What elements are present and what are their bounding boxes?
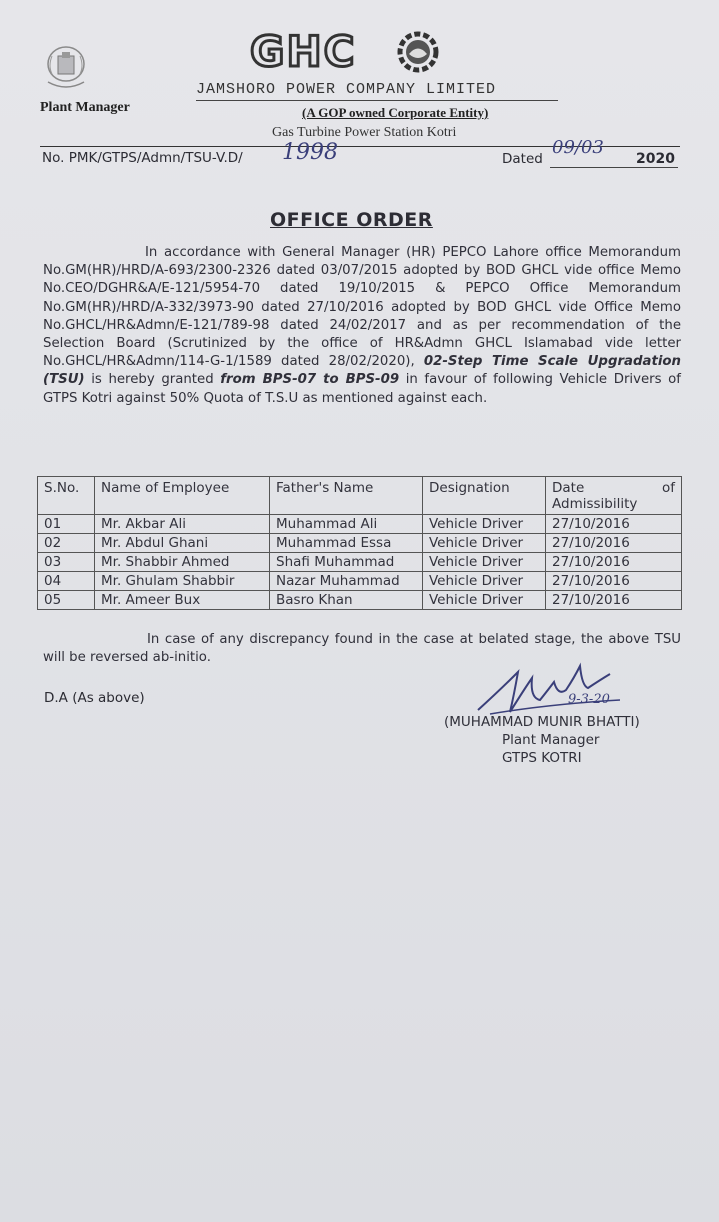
cell-father: Shafi Muhammad xyxy=(270,553,423,572)
divider xyxy=(196,100,558,101)
col-date-w2: of xyxy=(661,480,675,496)
cell-sno: 05 xyxy=(38,591,95,610)
da-note: D.A (As above) xyxy=(44,690,145,706)
ghc-logo xyxy=(250,26,460,78)
table-row xyxy=(38,553,682,572)
cell-date: 27/10/2016 xyxy=(546,553,682,572)
office-label: Plant Manager xyxy=(40,100,130,115)
cell-father: Muhammad Ali xyxy=(270,515,423,534)
page-title: OFFICE ORDER xyxy=(270,209,433,231)
table-row xyxy=(38,515,682,534)
reference-handwritten: 1998 xyxy=(282,140,338,165)
cell-designation: Vehicle Driver xyxy=(423,553,546,572)
cell-designation: Vehicle Driver xyxy=(423,591,546,610)
emblem-icon xyxy=(42,44,90,96)
cell-sno: 01 xyxy=(38,515,95,534)
table-row xyxy=(38,591,682,610)
cell-designation: Vehicle Driver xyxy=(423,534,546,553)
table-row xyxy=(38,572,682,591)
reference-number: No. PMK/GTPS/Admn/TSU-V.D/ xyxy=(42,150,243,166)
cell-name: Mr. Ameer Bux xyxy=(95,591,270,610)
cell-father: Muhammad Essa xyxy=(270,534,423,553)
cell-name: Mr. Akbar Ali xyxy=(95,515,270,534)
para1-end: in favour of following Vehicle Drivers of GTPS Kotri against 50% Quota of T.S.U as mentioned against each. xyxy=(43,372,681,406)
col-sno: S.No. xyxy=(38,477,95,515)
cell-designation: Vehicle Driver xyxy=(423,515,546,534)
col-designation: Designation xyxy=(423,477,546,515)
cell-designation: Vehicle Driver xyxy=(423,572,546,591)
cell-date: 27/10/2016 xyxy=(546,591,682,610)
signatory-title: Plant Manager xyxy=(502,732,600,748)
table-header-row xyxy=(38,477,682,515)
station-name: Gas Turbine Power Station Kotri xyxy=(272,125,457,140)
cell-sno: 02 xyxy=(38,534,95,553)
table-row xyxy=(38,534,682,553)
dated-handwritten: 09/03 xyxy=(552,137,604,158)
logo-text: GHC xyxy=(250,27,357,76)
order-paragraph xyxy=(43,244,681,408)
col-date xyxy=(546,477,682,515)
cell-date: 27/10/2016 xyxy=(546,515,682,534)
handwritten-signature xyxy=(470,660,630,720)
signatory-name: (MUHAMMAD MUNIR BHATTI) xyxy=(444,714,640,730)
employee-table xyxy=(37,476,682,610)
signature-date: 9-3-20 xyxy=(568,692,610,707)
cell-date: 27/10/2016 xyxy=(546,534,682,553)
cell-name: Mr. Shabbir Ahmed xyxy=(95,553,270,572)
cell-name: Mr. Ghulam Shabbir xyxy=(95,572,270,591)
cell-sno: 03 xyxy=(38,553,95,572)
entity-subtitle: (A GOP owned Corporate Entity) xyxy=(302,105,489,120)
dated-year: 2020 xyxy=(636,151,675,167)
cell-name: Mr. Abdul Ghani xyxy=(95,534,270,553)
cell-date: 27/10/2016 xyxy=(546,572,682,591)
company-name: JAMSHORO POWER COMPANY LIMITED xyxy=(196,81,497,98)
dated-label: Dated xyxy=(502,151,543,167)
signatory-block xyxy=(444,713,640,767)
col-name: Name of Employee xyxy=(95,477,270,515)
cell-father: Basro Khan xyxy=(270,591,423,610)
dated-underline xyxy=(550,167,678,168)
signatory-place: GTPS KOTRI xyxy=(502,750,582,766)
col-father: Father's Name xyxy=(270,477,423,515)
col-date-w1: Date xyxy=(552,480,585,496)
col-date-w3: Admissibility xyxy=(552,496,638,512)
para1-text: In accordance with General Manager (HR) PEPCO Lahore office Memorandum No.GM(HR)/HRD/A-693/2300-2326 dated 03/07/2015 adopted by BOD GHCL vide office Memo No.CEO/DGHR&A/E-121/5954-70 dated 19/10/2015 & PEPCO Office Memorandum No.GM(HR)/HRD/A-332/3973-90 dated 27/10/2016 adopted by BOD GHCL vide Office Memo No.GHCL/HR&Admn/E-121/789-98 dated 24/02/2017 and as per recommendation of the Selection Board (Scrutinized by the office of HR&Admn GHCL Islamabad vide letter No.GHCL/HR&Admn/114-G-1/1589 dated 28/02/2020), xyxy=(43,245,681,370)
cell-father: Nazar Muhammad xyxy=(270,572,423,591)
para1-bold-bps: from BPS-07 to BPS-09 xyxy=(220,372,400,388)
cell-sno: 04 xyxy=(38,572,95,591)
para1-bold-tsu: 02-Step Time Scale Upgradation (TSU) xyxy=(43,354,682,388)
para1-mid: is hereby granted xyxy=(91,372,214,388)
gear-icon xyxy=(400,34,436,70)
para2-text: In case of any discrepancy found in the case at belated stage, the above TSU will be reversed ab-initio. xyxy=(43,632,681,666)
